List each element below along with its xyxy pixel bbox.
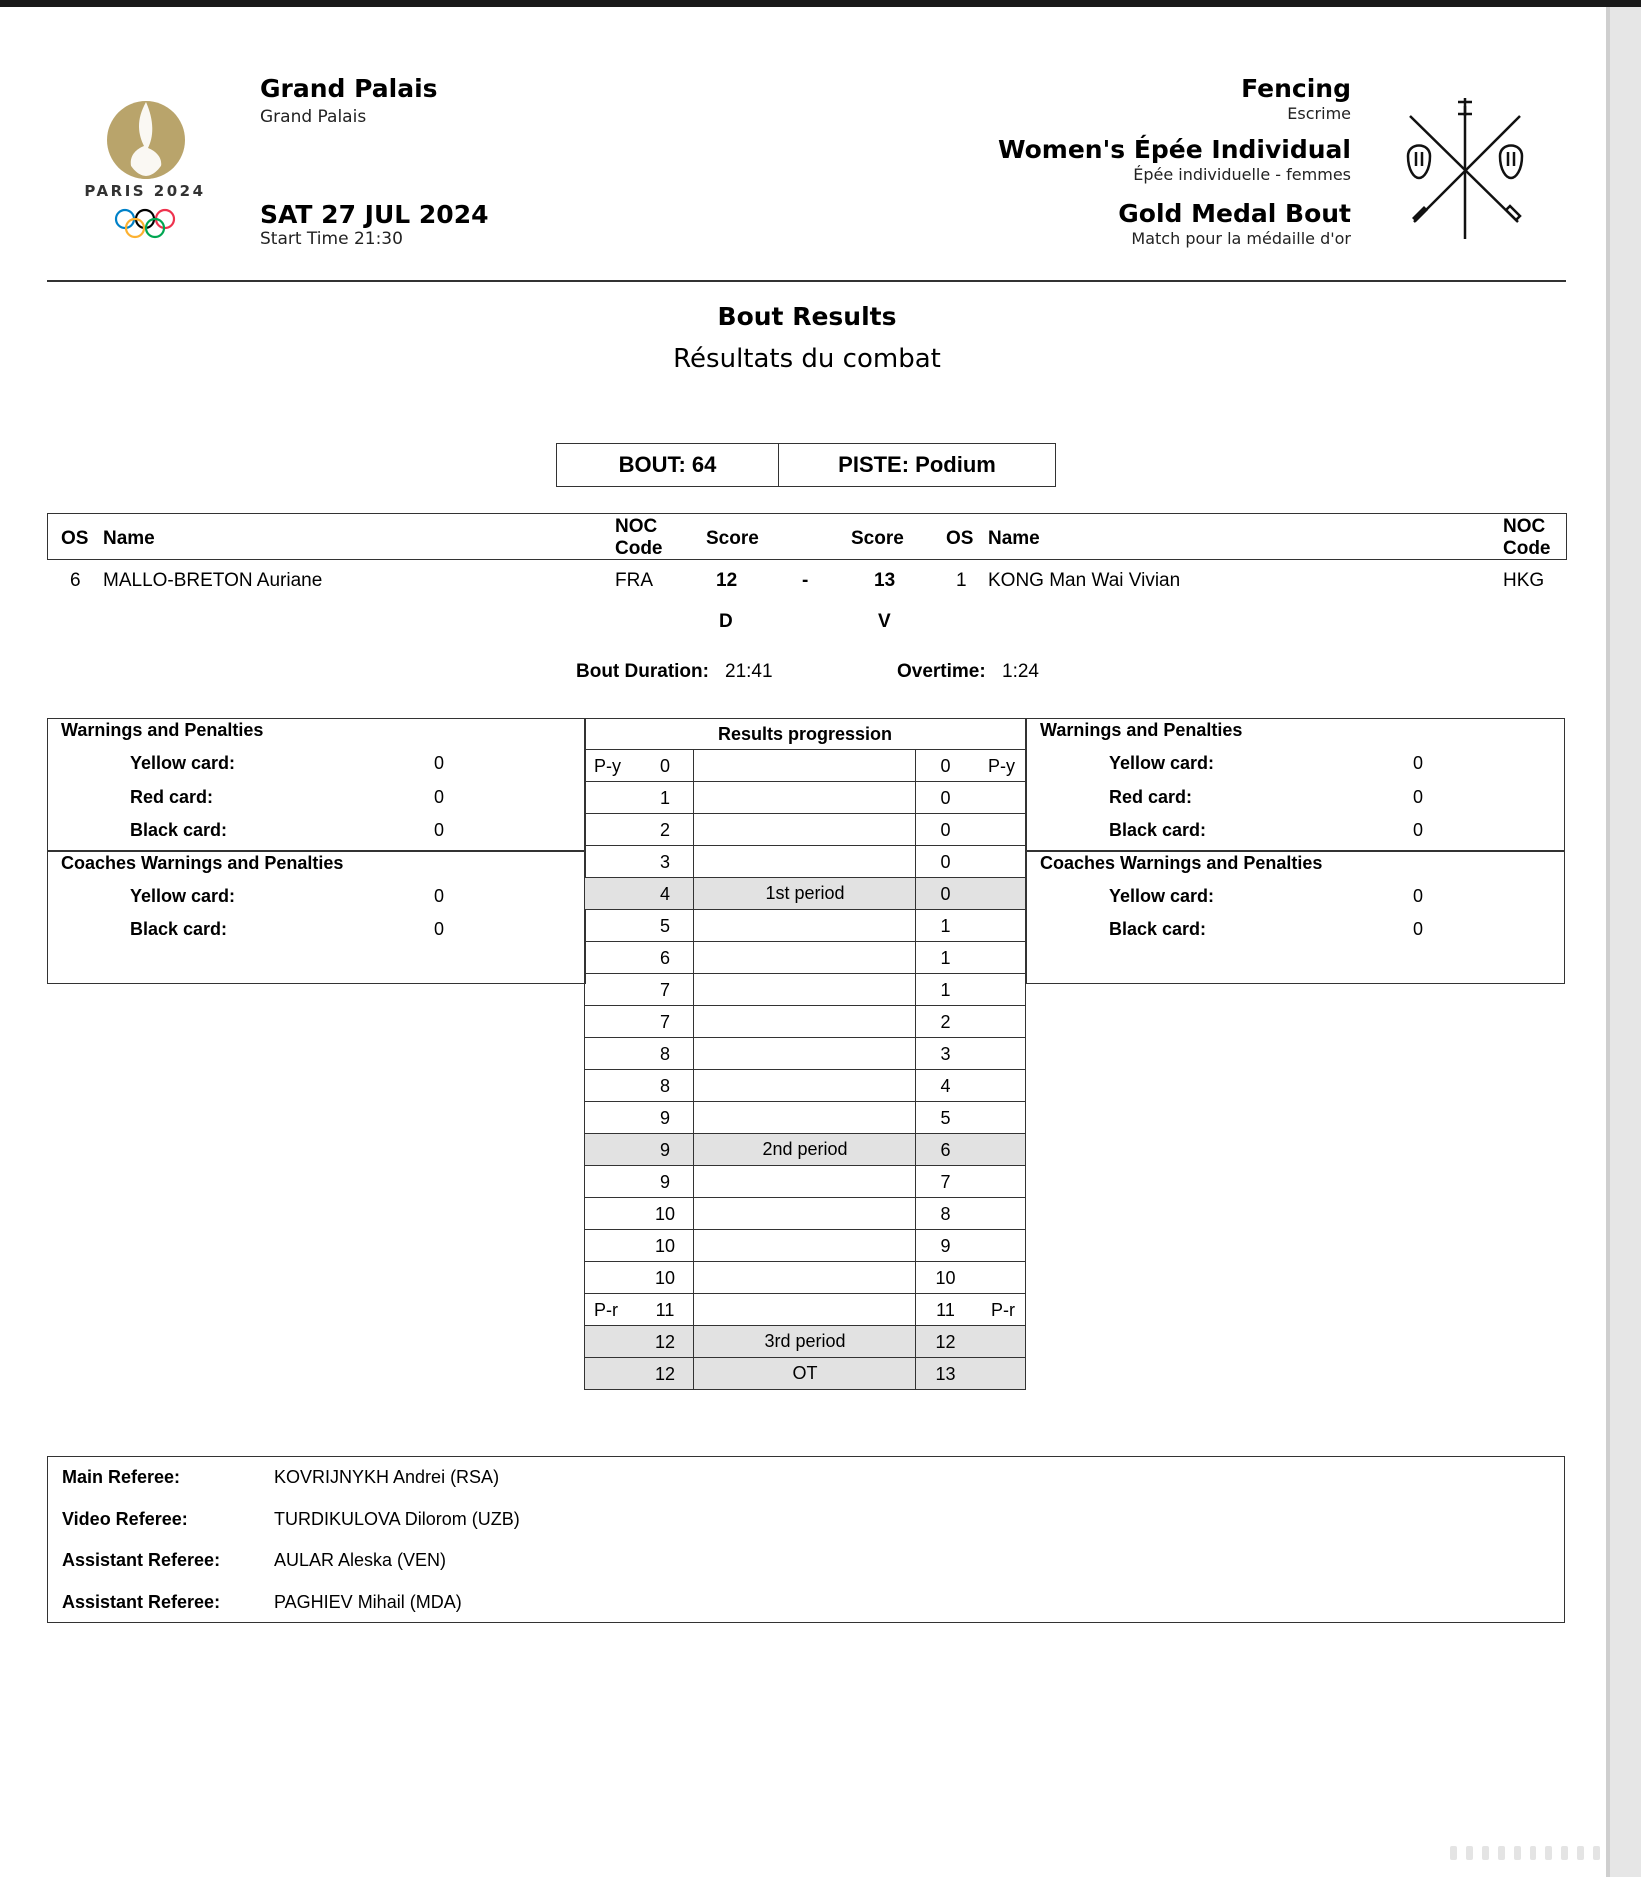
progression-row bbox=[585, 1166, 1026, 1198]
bout-number: BOUT: 64 bbox=[557, 444, 779, 486]
left-cumulative-cell bbox=[585, 1294, 694, 1326]
left-coach-black-value: 0 bbox=[434, 919, 445, 939]
score-dash: - bbox=[802, 570, 809, 591]
col-os-left: OS bbox=[61, 528, 89, 549]
right-red-label: Red card: bbox=[1109, 787, 1193, 807]
right-cumulative-score: 7 bbox=[940, 1172, 951, 1192]
progression-row bbox=[585, 942, 1026, 974]
left-noc: FRA bbox=[615, 570, 653, 591]
right-cumulative-cell bbox=[916, 1038, 1026, 1070]
left-cumulative-score: 8 bbox=[659, 1044, 670, 1064]
progression-header-row bbox=[585, 719, 1026, 750]
right-penalty-tag: P-r bbox=[991, 1300, 1015, 1320]
right-cumulative-score: 2 bbox=[940, 1012, 951, 1032]
right-coach-yellow-value: 0 bbox=[1413, 886, 1424, 906]
left-name: MALLO-BRETON Auriane bbox=[103, 570, 323, 591]
right-cumulative-score: 0 bbox=[940, 756, 951, 776]
right-os: 1 bbox=[956, 570, 967, 591]
right-panel-divider bbox=[1027, 850, 1564, 852]
logo-text: PARIS 2024 bbox=[84, 182, 206, 200]
right-cumulative-cell bbox=[916, 974, 1026, 1006]
venue-subtitle: Grand Palais bbox=[260, 107, 367, 127]
event-name-fr: Épée individuelle - femmes bbox=[1133, 165, 1351, 184]
referees-box bbox=[47, 1456, 1565, 1623]
left-black-label: Black card: bbox=[130, 820, 228, 840]
col-name-left: Name bbox=[103, 528, 155, 549]
left-cumulative-cell bbox=[585, 910, 694, 942]
progression-row bbox=[585, 1006, 1026, 1038]
left-cumulative-score: 12 bbox=[654, 1364, 676, 1384]
right-name: KONG Man Wai Vivian bbox=[988, 570, 1181, 591]
progression-row bbox=[585, 1070, 1026, 1102]
referee-role: Main Referee: bbox=[62, 1467, 181, 1487]
left-red-label: Red card: bbox=[130, 787, 214, 807]
referee-name: TURDIKULOVA Dilorom (UZB) bbox=[274, 1508, 520, 1529]
right-cumulative-cell bbox=[916, 1294, 1026, 1326]
left-cumulative-cell bbox=[585, 1262, 694, 1294]
paris-2024-logo bbox=[80, 98, 210, 243]
right-cumulative-cell bbox=[916, 750, 1026, 782]
left-cumulative-cell bbox=[585, 1006, 694, 1038]
right-cumulative-score: 11 bbox=[936, 1300, 955, 1320]
left-cumulative-score: 11 bbox=[655, 1300, 675, 1320]
left-cumulative-cell bbox=[585, 1230, 694, 1262]
scrollbar-edge bbox=[1606, 7, 1610, 1877]
left-red-value: 0 bbox=[434, 787, 445, 807]
right-cumulative-cell bbox=[916, 1006, 1026, 1038]
right-cumulative-cell bbox=[916, 1070, 1026, 1102]
right-warnings-heading: Warnings and Penalties bbox=[1040, 720, 1243, 740]
left-penalty-tag: P-y bbox=[594, 756, 621, 776]
right-coaches-heading: Coaches Warnings and Penalties bbox=[1040, 853, 1323, 873]
left-coach-black-label: Black card: bbox=[130, 919, 228, 939]
col-score-right: Score bbox=[851, 528, 904, 549]
left-cumulative-cell bbox=[585, 1038, 694, 1070]
col-score-left: Score bbox=[706, 528, 759, 549]
page-title-fr: Résultats du combat bbox=[673, 344, 941, 374]
left-cumulative-score: 3 bbox=[659, 852, 670, 872]
progression-heading: Results progression bbox=[585, 719, 1026, 750]
results-progression-table bbox=[584, 718, 1026, 1390]
right-red-value: 0 bbox=[1413, 787, 1424, 807]
header-divider bbox=[47, 280, 1566, 282]
col-noc-right-2: Code bbox=[1503, 538, 1551, 559]
right-cumulative-cell bbox=[916, 1262, 1026, 1294]
progression-row bbox=[585, 974, 1026, 1006]
phase-name-fr: Match pour la médaille d'or bbox=[1131, 229, 1351, 248]
right-cumulative-cell bbox=[916, 1198, 1026, 1230]
left-cumulative-cell bbox=[585, 846, 694, 878]
progression-row bbox=[585, 1102, 1026, 1134]
right-cumulative-score: 5 bbox=[940, 1108, 951, 1128]
top-border bbox=[0, 0, 1641, 7]
left-cumulative-score: 7 bbox=[659, 1012, 670, 1032]
left-cumulative-score: 9 bbox=[659, 1172, 670, 1192]
overtime-label: Overtime: bbox=[897, 661, 986, 682]
col-noc-left-1: NOC bbox=[615, 516, 658, 537]
left-coach-yellow-value: 0 bbox=[434, 886, 445, 906]
period-cell: OT bbox=[694, 1358, 916, 1390]
progression-row bbox=[585, 1294, 1026, 1326]
progression-row bbox=[585, 1198, 1026, 1230]
page-title: Bout Results bbox=[717, 302, 897, 331]
right-cumulative-score: 1 bbox=[940, 916, 951, 936]
progression-row bbox=[585, 1326, 1026, 1358]
left-cumulative-cell bbox=[585, 1070, 694, 1102]
right-yellow-label: Yellow card: bbox=[1109, 753, 1215, 773]
right-cumulative-cell bbox=[916, 1230, 1026, 1262]
right-cumulative-cell bbox=[916, 846, 1026, 878]
paris-2024-flame-logo-icon bbox=[80, 98, 210, 243]
left-cumulative-cell bbox=[585, 814, 694, 846]
left-panel-divider bbox=[48, 850, 585, 852]
right-noc: HKG bbox=[1503, 570, 1545, 591]
venue-name: Grand Palais bbox=[260, 74, 438, 103]
fencing-pictogram bbox=[1400, 94, 1535, 244]
right-cumulative-cell bbox=[916, 782, 1026, 814]
left-cumulative-cell bbox=[585, 1134, 694, 1166]
left-cumulative-score: 10 bbox=[654, 1268, 676, 1288]
left-black-value: 0 bbox=[434, 820, 445, 840]
start-time: Start Time 21:30 bbox=[260, 229, 403, 249]
progression-row bbox=[585, 1262, 1026, 1294]
period-cell: 1st period bbox=[694, 878, 916, 910]
referee-name: KOVRIJNYKH Andrei (RSA) bbox=[274, 1467, 500, 1487]
progression-row bbox=[585, 750, 1026, 782]
left-yellow-label: Yellow card: bbox=[130, 753, 236, 773]
left-cumulative-score: 9 bbox=[659, 1140, 670, 1160]
column-header bbox=[47, 513, 1567, 560]
left-cumulative-score: 1 bbox=[659, 788, 670, 808]
right-cumulative-cell bbox=[916, 1326, 1026, 1358]
right-cumulative-score: 9 bbox=[940, 1236, 951, 1256]
left-cumulative-cell bbox=[585, 974, 694, 1006]
right-cumulative-cell bbox=[916, 910, 1026, 942]
overtime-value: 1:24 bbox=[1002, 661, 1039, 682]
left-cumulative-cell bbox=[585, 1326, 694, 1358]
left-cumulative-score: 5 bbox=[659, 916, 670, 936]
right-score: 13 bbox=[874, 570, 896, 591]
fencing-pictogram-icon bbox=[1400, 94, 1535, 244]
piste: PISTE: Podium bbox=[838, 452, 996, 477]
right-coach-yellow-label: Yellow card: bbox=[1109, 886, 1215, 906]
referee-role: Assistant Referee: bbox=[62, 1550, 221, 1570]
progression-row bbox=[585, 814, 1026, 846]
event-name: Women's Épée Individual bbox=[997, 135, 1351, 164]
left-cumulative-cell bbox=[585, 1166, 694, 1198]
progression-row bbox=[585, 1134, 1026, 1166]
progression-row bbox=[585, 1358, 1026, 1390]
left-score: 12 bbox=[716, 570, 738, 591]
col-noc-right-1: NOC bbox=[1503, 516, 1546, 537]
right-cumulative-score: 3 bbox=[940, 1044, 951, 1064]
referee-role: Assistant Referee: bbox=[62, 1591, 221, 1612]
right-cumulative-score: 4 bbox=[940, 1076, 951, 1096]
left-cumulative-score: 10 bbox=[654, 1204, 676, 1224]
right-cumulative-score: 6 bbox=[940, 1140, 951, 1160]
progression-row bbox=[585, 1038, 1026, 1070]
period-cell: 3rd period bbox=[694, 1326, 916, 1358]
left-cumulative-score: 0 bbox=[659, 756, 670, 776]
referee-name: PAGHIEV Mihail (MDA) bbox=[274, 1591, 462, 1612]
right-cumulative-score: 0 bbox=[940, 884, 951, 904]
left-coach-yellow-label: Yellow card: bbox=[130, 886, 236, 906]
right-cumulative-cell bbox=[916, 878, 1026, 910]
progression-row bbox=[585, 846, 1026, 878]
right-cumulative-score: 0 bbox=[940, 852, 951, 872]
left-cumulative-cell bbox=[585, 942, 694, 974]
right-black-label: Black card: bbox=[1109, 820, 1207, 840]
left-os: 6 bbox=[70, 570, 81, 591]
right-cumulative-score: 1 bbox=[940, 980, 951, 1000]
right-cumulative-score: 0 bbox=[940, 788, 951, 808]
scrollbar-track[interactable] bbox=[1606, 7, 1641, 1877]
right-cumulative-score: 10 bbox=[935, 1268, 956, 1288]
right-cumulative-cell bbox=[916, 1166, 1026, 1198]
right-coach-black-label: Black card: bbox=[1109, 919, 1207, 939]
right-cumulative-score: 13 bbox=[935, 1364, 956, 1384]
right-cumulative-score: 12 bbox=[935, 1332, 956, 1352]
right-penalty-tag: P-y bbox=[988, 756, 1015, 776]
col-noc-left-2: Code bbox=[615, 538, 663, 559]
right-cumulative-score: 8 bbox=[940, 1204, 951, 1224]
left-cumulative-score: 6 bbox=[659, 948, 670, 968]
left-cumulative-cell bbox=[585, 1358, 694, 1390]
left-penalty-tag: P-r bbox=[594, 1300, 618, 1320]
page-indicator[interactable] bbox=[1450, 1845, 1600, 1861]
left-cumulative-score: 2 bbox=[659, 820, 670, 840]
left-cumulative-cell bbox=[585, 782, 694, 814]
progression-row bbox=[585, 782, 1026, 814]
right-result: V bbox=[878, 611, 891, 632]
left-cumulative-cell bbox=[585, 1102, 694, 1134]
duration-label: Bout Duration: bbox=[576, 661, 709, 682]
left-cumulative-score: 12 bbox=[654, 1332, 676, 1352]
left-cumulative-score: 4 bbox=[659, 884, 670, 904]
col-os-right: OS bbox=[946, 528, 974, 549]
right-black-value: 0 bbox=[1413, 820, 1424, 840]
left-cumulative-cell bbox=[585, 750, 694, 782]
referee-name: AULAR Aleska (VEN) bbox=[274, 1550, 447, 1570]
right-coach-black-value: 0 bbox=[1413, 919, 1424, 939]
referee-role: Video Referee: bbox=[62, 1508, 188, 1529]
right-cumulative-score: 0 bbox=[940, 820, 951, 840]
right-cumulative-cell bbox=[916, 1134, 1026, 1166]
col-name-right: Name bbox=[988, 528, 1040, 549]
right-cumulative-cell bbox=[916, 1358, 1026, 1390]
right-cumulative-score: 1 bbox=[940, 948, 951, 968]
event-date: SAT 27 JUL 2024 bbox=[260, 200, 489, 229]
phase-name: Gold Medal Bout bbox=[1118, 199, 1351, 228]
left-warnings-heading: Warnings and Penalties bbox=[61, 720, 264, 740]
left-cumulative-cell bbox=[585, 1198, 694, 1230]
progression-row bbox=[585, 878, 1026, 910]
period-cell: 2nd period bbox=[694, 1134, 916, 1166]
left-cumulative-score: 10 bbox=[654, 1236, 676, 1256]
left-cumulative-cell bbox=[585, 878, 694, 910]
right-yellow-value: 0 bbox=[1413, 753, 1424, 773]
duration-value: 21:41 bbox=[725, 661, 773, 682]
bout-info-box bbox=[556, 443, 1056, 487]
left-cumulative-score: 9 bbox=[659, 1108, 670, 1128]
discipline-fr: Escrime bbox=[1287, 104, 1351, 123]
left-cumulative-score: 7 bbox=[659, 980, 670, 1000]
discipline: Fencing bbox=[1241, 74, 1351, 103]
right-cumulative-cell bbox=[916, 814, 1026, 846]
left-result: D bbox=[719, 611, 733, 632]
left-cumulative-score: 8 bbox=[659, 1076, 670, 1096]
right-cumulative-cell bbox=[916, 1102, 1026, 1134]
right-cumulative-cell bbox=[916, 942, 1026, 974]
progression-row bbox=[585, 910, 1026, 942]
left-coaches-heading: Coaches Warnings and Penalties bbox=[61, 853, 344, 873]
progression-row bbox=[585, 1230, 1026, 1262]
left-yellow-value: 0 bbox=[434, 753, 445, 773]
